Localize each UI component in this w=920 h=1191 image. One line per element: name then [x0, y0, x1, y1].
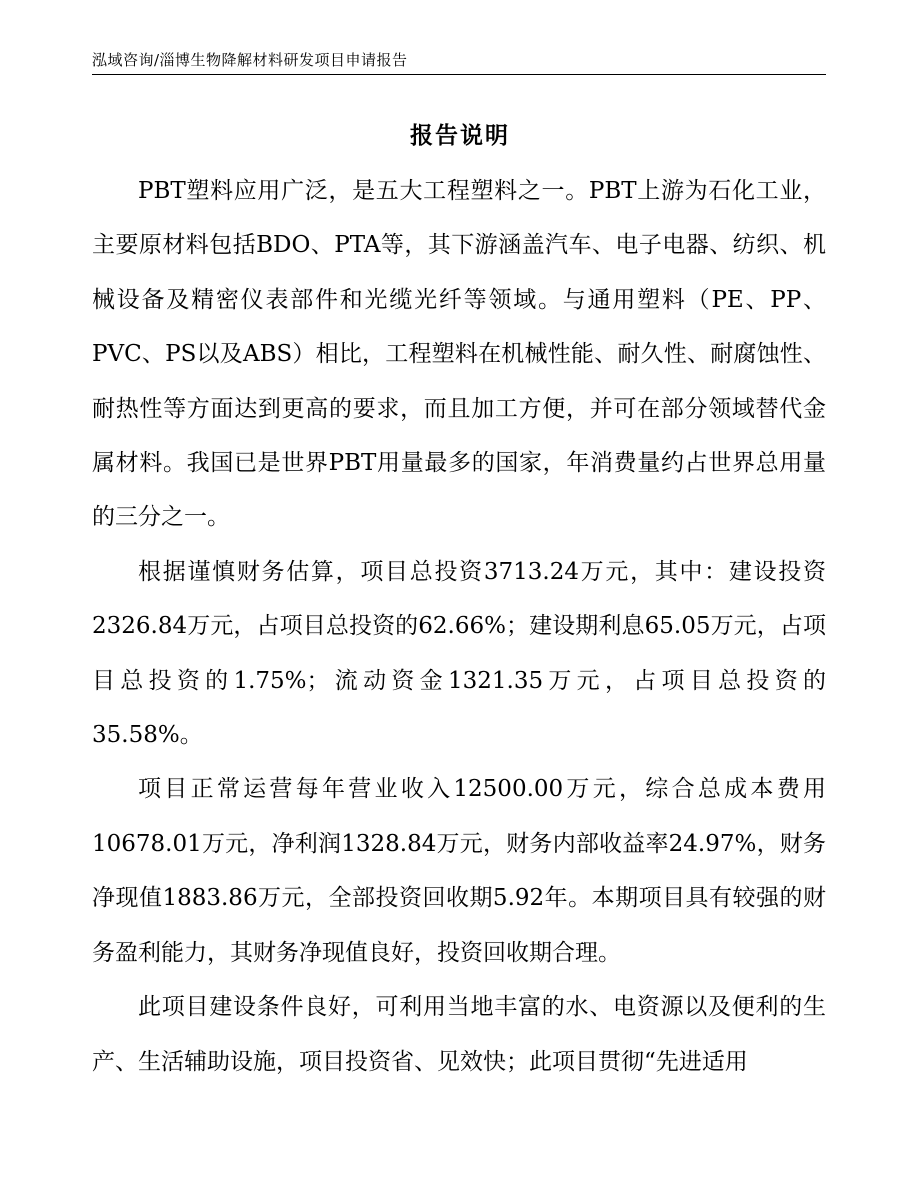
report-body: [92, 164, 826, 1089]
paragraph-operating-revenue: 项目正常运营每年营业收入12500.00万元，综合总成本费用10678.01万元，净利润1328.84万元，财务内部收益率24.97%，财务净现值1883.86万元，全部投资回收期5.92年。本期项目具有较强的财务盈利能力，其财务净现值良好，投资回收期合理。: [92, 776, 826, 966]
paragraph-construction-conditions: 此项目建设条件良好，可利用当地丰富的水、电资源以及便利的生产、生活辅助设施，项目投资省、见效快；此项目贯彻“先进适用: [92, 994, 826, 1075]
paragraph-investment-estimate: 根据谨慎财务估算，项目总投资3713.24万元，其中：建设投资2326.84万元，占项目总投资的62.66%；建设期利息65.05万元，占项目总投资的1.75%；流动资金1321.35万元，占项目总投资的35.58%。: [92, 558, 826, 749]
page-title: 报告说明: [410, 122, 510, 149]
header-divider: [92, 74, 826, 75]
page-header: 泓域咨询/淄博生物降解材料研发项目申请报告: [92, 51, 408, 69]
paragraph-pbt-overview: PBT塑料应用广泛，是五大工程塑料之一。PBT上游为石化工业，主要原材料包括BDO、PTA等，其下游涵盖汽车、电子电器、纺织、机械设备及精密仪表部件和光缆光纤等领域。与通用塑料（PE、PP、PVC、PS以及ABS）相比，工程塑料在机械性能、耐久性、耐腐蚀性、耐热性等方面达到更高的要求，而且加工方便，并可在部分领域替代金属材料。我国已是世界PBT用量最多的国家，年消费量约占世界总用量的三分之一。: [92, 178, 826, 531]
